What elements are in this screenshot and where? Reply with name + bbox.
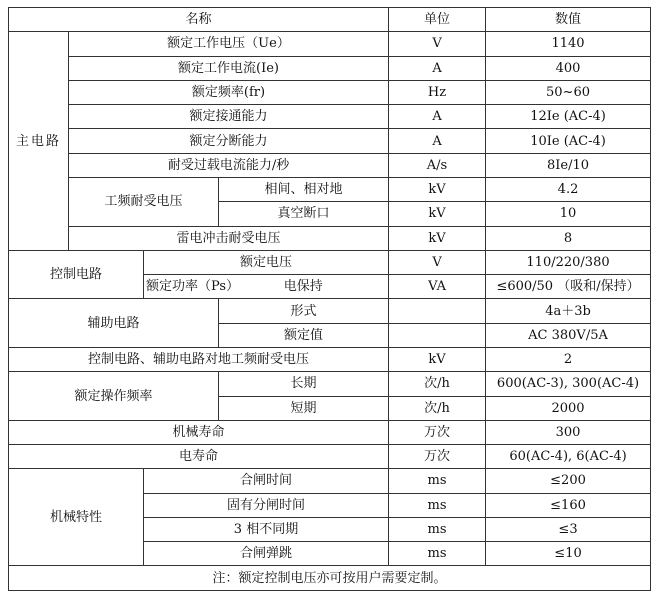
row-unit: 万次 [389, 445, 486, 469]
row-name: 控制电路、辅助电路对地工频耐受电压 [9, 347, 389, 371]
row-name: 雷电冲击耐受电压 [69, 226, 389, 250]
row-unit: 次/h [389, 396, 486, 420]
row-unit: ms [389, 469, 486, 493]
control-circuit-label: 控制电路 [9, 250, 144, 299]
row-name: 3 相不同期 [144, 517, 389, 541]
row-subname: 电保持 [219, 275, 389, 299]
row-unit: kV [389, 177, 486, 201]
header-unit: 单位 [389, 8, 486, 32]
row-unit: 次/h [389, 372, 486, 396]
row-value: 50~60 [486, 80, 651, 104]
row-unit: A [389, 56, 486, 80]
row-value: 2000 [486, 396, 651, 420]
row-value: ≤10 [486, 542, 651, 566]
row-name: 额定工作电压（Ue） [69, 32, 389, 56]
row-unit: A [389, 129, 486, 153]
table-row [9, 153, 651, 177]
row-name: 额定值 [219, 323, 389, 347]
row-value: 4.2 [486, 177, 651, 201]
row-name: 短期 [219, 396, 389, 420]
row-name: 真空断口 [219, 202, 389, 226]
row-unit: A/s [389, 153, 486, 177]
table-row [9, 299, 651, 323]
row-value: AC 380V/5A [486, 323, 651, 347]
spec-table [8, 7, 651, 591]
power-freq-label: 工频耐受电压 [69, 177, 219, 226]
row-name: 合闸弹跳 [144, 542, 389, 566]
row-unit: kV [389, 202, 486, 226]
row-value: ≤3 [486, 517, 651, 541]
row-value: 400 [486, 56, 651, 80]
row-value: 8 [486, 226, 651, 250]
table-row [9, 80, 651, 104]
header-row [9, 8, 651, 32]
table-row [9, 226, 651, 250]
table-row [9, 347, 651, 371]
note-row [9, 566, 651, 591]
row-value: 10Ie (AC-4) [486, 129, 651, 153]
row-name: 形式 [219, 299, 389, 323]
table-row [9, 445, 651, 469]
row-name: 固有分闸时间 [144, 493, 389, 517]
row-value: 110/220/380 [486, 250, 651, 274]
row-unit: ms [389, 493, 486, 517]
table-row [9, 469, 651, 493]
table-row [9, 420, 651, 444]
row-name: 耐受过载电流能力/秒 [69, 153, 389, 177]
row-unit [389, 323, 486, 347]
row-value: 12Ie (AC-4) [486, 105, 651, 129]
aux-circuit-label: 辅助电路 [9, 299, 219, 348]
row-name: 长期 [219, 372, 389, 396]
row-unit: ms [389, 517, 486, 541]
row-unit: kV [389, 226, 486, 250]
row-name: 额定分断能力 [69, 129, 389, 153]
row-unit [389, 299, 486, 323]
row-value: 8Ie/10 [486, 153, 651, 177]
row-name: 额定频率(fr) [69, 80, 389, 104]
row-name: 额定接通能力 [69, 105, 389, 129]
row-name: 额定工作电流(Ie) [69, 56, 389, 80]
table-row [9, 372, 651, 396]
table-row [9, 105, 651, 129]
table-row [9, 250, 651, 274]
row-unit: V [389, 250, 486, 274]
row-value: 1140 [486, 32, 651, 56]
row-value: ≤160 [486, 493, 651, 517]
table-row [9, 32, 651, 56]
row-value: 300 [486, 420, 651, 444]
row-name: 相间、相对地 [219, 177, 389, 201]
row-unit: V [389, 32, 486, 56]
row-name: 合闸时间 [144, 469, 389, 493]
row-name: 电寿命 [9, 445, 389, 469]
row-name: 额定电压 [144, 250, 389, 274]
row-unit: 万次 [389, 420, 486, 444]
table-row [9, 129, 651, 153]
note-text: 注：额定控制电压亦可按用户需要定制。 [9, 566, 651, 591]
row-value: ≤200 [486, 469, 651, 493]
table-row [9, 56, 651, 80]
main-circuit-label: 主电路 [9, 32, 69, 251]
row-value: 2 [486, 347, 651, 371]
row-value: 10 [486, 202, 651, 226]
table-row [9, 177, 651, 201]
op-frequency-label: 额定操作频率 [9, 372, 219, 421]
row-unit: A [389, 105, 486, 129]
row-unit: kV [389, 347, 486, 371]
mech-char-label: 机械特性 [9, 469, 144, 566]
row-name: 机械寿命 [9, 420, 389, 444]
row-unit: Hz [389, 80, 486, 104]
row-value: ≤600/50 （吸和/保持） [486, 275, 651, 299]
row-name: 额定功率（Ps） [144, 275, 219, 299]
header-value: 数值 [486, 8, 651, 32]
row-unit: ms [389, 542, 486, 566]
row-unit: VA [389, 275, 486, 299]
row-value: 600(AC-3), 300(AC-4) [486, 372, 651, 396]
row-value: 60(AC-4), 6(AC-4) [486, 445, 651, 469]
header-name: 名称 [9, 8, 389, 32]
row-value: 4a＋3b [486, 299, 651, 323]
